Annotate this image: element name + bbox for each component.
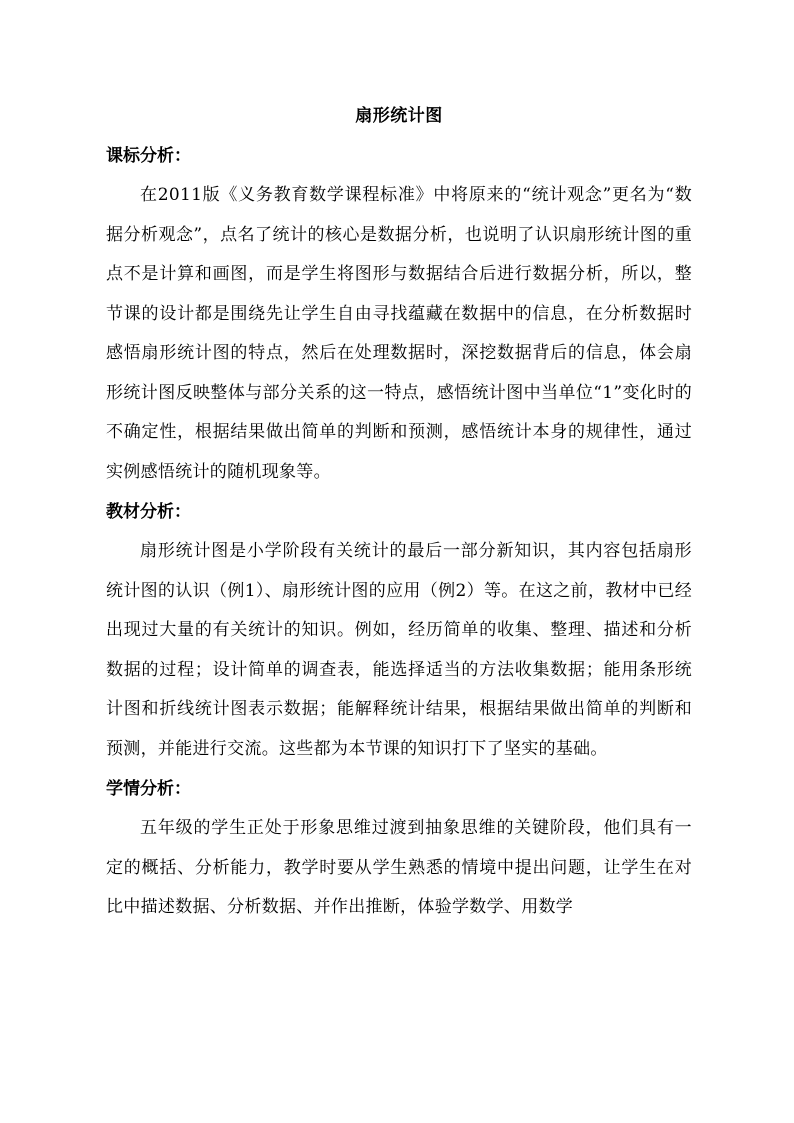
section-curriculum-analysis <box>106 136 692 492</box>
document-body <box>106 96 692 928</box>
section-learner-analysis <box>106 769 692 928</box>
section-textbook-analysis <box>106 492 692 769</box>
section-paragraph: 在2011版《义务教育数学课程标准》中将原来的“统计观念”更名为“数据分析观念”，点名了统计的核心是数据分析，也说明了认识扇形统计图的重点不是计算和画图，而是学生将图形与数据结合后进行数据分析，所以，整节课的设计都是围绕先让学生自由寻找蕴藏在数据中的信息，在分析数据时感悟扇形统计图的特点，然后在处理数据时，深挖数据背后的信息，体会扇形统计图反映整体与部分关系的这一特点，感悟统计图中当单位“1”变化时的不确定性，根据结果做出简单的判断和预测，感悟统计本身的规律性，通过实例感悟统计的随机现象等。 <box>106 185 692 482</box>
section-paragraph: 扇形统计图是小学阶段有关统计的最后一部分新知识，其内容包括扇形统计图的认识（例1）、扇形统计图的应用（例2）等。在这之前，教材中已经出现过大量的有关统计的知识。例如，经历简单的收集、整理、描述和分析数据的过程；设计简单的调查表，能选择适当的方法收集数据；能用条形统计图和折线统计图表示数据；能解释统计结果，根据结果做出简单的判断和预测，并能进行交流。这些都为本节课的知识打下了坚实的基础。 <box>106 541 692 759</box>
section-heading: 教材分析： <box>106 502 191 522</box>
section-paragraph: 五年级的学生正处于形象思维过渡到抽象思维的关键阶段，他们具有一定的概括、分析能力，教学时要从学生熟悉的情境中提出问题，让学生在对比中描述数据、分析数据、并作出推断，体验学数学、用数学 <box>106 818 692 917</box>
section-heading: 课标分析： <box>106 146 191 166</box>
document-title: 扇形统计图 <box>355 106 443 126</box>
section-heading: 学情分析： <box>106 779 191 799</box>
